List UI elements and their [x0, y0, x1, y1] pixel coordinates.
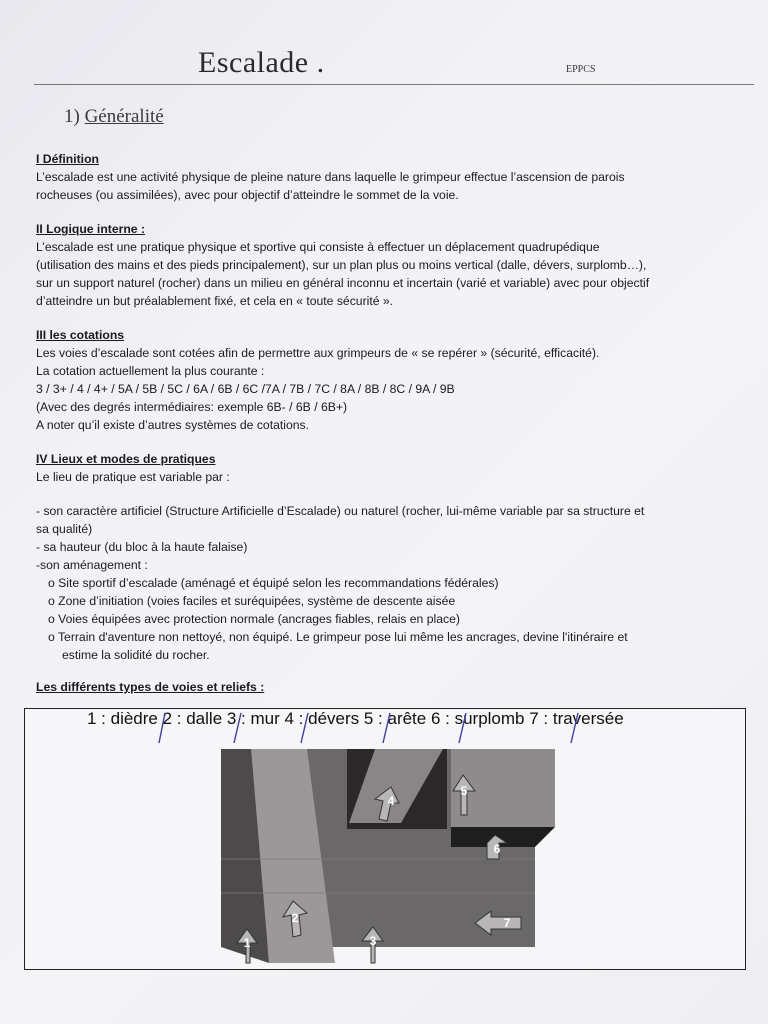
lieux-item: sa qualité) — [36, 522, 93, 536]
separator-stroke — [159, 713, 165, 743]
lieux-sub-item: o Terrain d'aventure non nettoyé, non équipé. Le grimpeur pose lui même les ancrages, devine l'itinéraire et — [48, 630, 628, 644]
logique-line: d’atteindre un but préalablement fixé, et cela en « toute sécurité ». — [36, 294, 394, 308]
types-legend: 1 : dièdre 2 : dalle 3 : mur 4 : dévers 5 : arête 6 : surplomb 7 : traversée — [87, 709, 624, 728]
separator-stroke — [234, 713, 241, 743]
marker-7: 7 — [503, 916, 511, 930]
handwritten-separators — [159, 713, 578, 743]
lieux-sub-item-continuation: estime la solidité du rocher. — [62, 648, 210, 662]
lieux-item: -son aménagement : — [36, 558, 148, 572]
separator-stroke — [459, 713, 466, 743]
separator-stroke — [301, 713, 308, 743]
marker-2: 2 — [291, 911, 299, 925]
logique-line: L’escalade est une pratique physique et sportive qui consiste à effectuer un déplacement quadrupédique — [36, 240, 600, 254]
marker-4: 4 — [387, 794, 395, 808]
section-title — [64, 106, 164, 128]
cotations-line: Les voies d’escalade sont cotées afin de permettre aux grimpeurs de « se repérer » (sécurité, efficacité). — [36, 346, 600, 360]
lieux-item: - son caractère artificiel (Structure Artificielle d’Escalade) ou naturel (rocher, lui-même variable par sa structure et — [36, 504, 645, 518]
logique-line: (utilisation des mains et des pieds principalement), sur un plan plus ou moins vertical (dalle, dévers, surplomb…), — [36, 258, 647, 272]
definition-heading: I Définition — [36, 152, 99, 166]
cotations-line: 3 / 3+ / 4 / 4+ / 5A / 5B / 5C / 6A / 6B / 6C /7A / 7B / 7C / 8A / 8B / 8C / 9A / 9B — [36, 382, 455, 396]
roof-underside — [451, 827, 555, 847]
lieux-sublist — [36, 574, 752, 664]
section-number: 1) — [64, 106, 80, 127]
document-title: Escalade . — [198, 46, 325, 79]
cotations-line: A noter qu’il existe d’autres systèmes de cotations. — [36, 418, 310, 432]
lieux-intro: Le lieu de pratique est variable par : — [36, 470, 230, 484]
section-label: Généralité — [84, 106, 164, 127]
climbing-figure — [24, 708, 746, 970]
cotations-heading: III les cotations — [36, 328, 125, 342]
lieux-sub-item: o Site sportif d’escalade (aménagé et équipé selon les recommandations fédérales) — [48, 576, 499, 590]
separator-stroke — [571, 713, 578, 743]
header-rule — [34, 84, 754, 85]
separator-stroke — [383, 713, 390, 743]
cotations-line: La cotation actuellement la plus courante : — [36, 364, 265, 378]
definition-line: rocheuses (ou assimilées), avec pour objectif d’atteindre le sommet de la voie. — [36, 188, 459, 202]
definition-line: L’escalade est une activité physique de pleine nature dans laquelle le grimpeur effectue l’ascension de parois — [36, 170, 625, 184]
climbing-wall-diagram — [25, 709, 745, 969]
logique-heading: II Logique interne : — [36, 222, 146, 236]
lieux-sub-item: o Voies équipées avec protection normale (ancrages fiables, relais en place) — [48, 612, 460, 626]
school-label: EPPCS — [566, 64, 596, 75]
lieux-heading: IV Lieux et modes de pratiques — [36, 452, 216, 466]
logique-line: sur un support naturel (rocher) dans un milieu en général inconnu et incertain (varié et variable) avec pour objectif — [36, 276, 650, 290]
document-body — [36, 150, 752, 664]
lieux-sub-item: o Zone d’initiation (voies faciles et suréquipées, système de descente aisée — [48, 594, 456, 608]
marker-1: 1 — [243, 936, 251, 950]
cotations-line: (Avec des degrés intermédiaires: exemple 6B- / 6B / 6B+) — [36, 400, 348, 414]
marker-3: 3 — [369, 934, 377, 948]
marker-5: 5 — [460, 784, 468, 798]
lieux-item: - sa hauteur (du bloc à la haute falaise) — [36, 540, 248, 554]
marker-6: 6 — [493, 842, 501, 856]
types-heading: Les différents types de voies et reliefs : — [36, 680, 265, 694]
